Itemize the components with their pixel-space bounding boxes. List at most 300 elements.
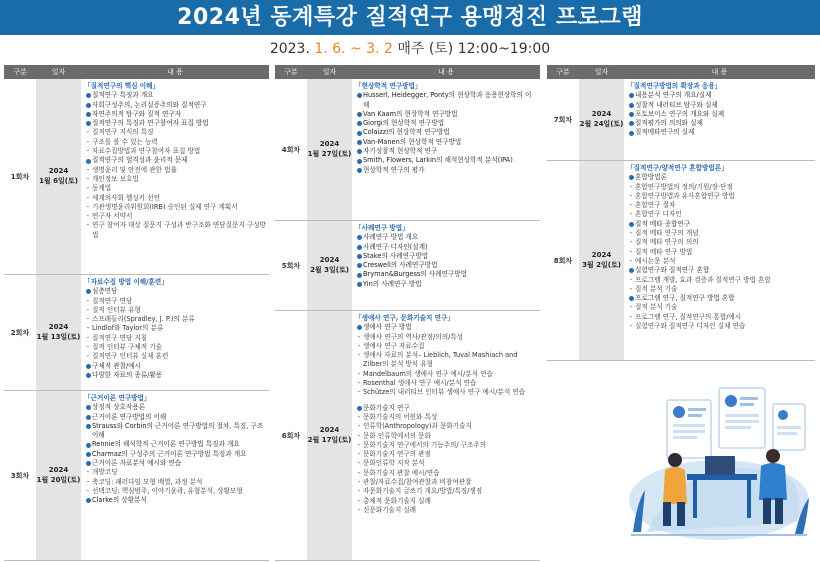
bullet-dot-icon [84, 450, 92, 457]
header-date: 일자 [594, 68, 609, 76]
item-text: 프로그램 개발, 효과 검증과 질적연구 방법 혼합 [635, 275, 771, 284]
item-text: 스프래들리(Spradley, J. P.)의 분류 [92, 315, 195, 324]
item-text: Rennie의 해석학적 근거이론 연구방법 특징과 개요 [92, 440, 240, 449]
bullet-dot-icon [84, 422, 92, 429]
topic-item [355, 147, 537, 156]
item-text: 질적연구 면담 지침 [92, 333, 148, 342]
subtopic-item [627, 285, 812, 294]
bullet-dot-icon [355, 166, 363, 173]
item-text: 생애사 연구 방법 [363, 323, 412, 332]
topic-item [627, 91, 812, 100]
item-text: 생애사 연구의 역사/관점/의의/특성 [363, 332, 464, 341]
session-day: 1월 27일(토) [307, 149, 352, 158]
session-row [275, 79, 540, 221]
bullet-dot-icon [84, 119, 92, 126]
topic-item [84, 450, 266, 459]
subtopic-item [355, 370, 537, 379]
dash-icon: - [357, 341, 361, 350]
dash-icon: - [86, 212, 90, 221]
bullet-dot [629, 112, 634, 117]
header-content: 내 용 [438, 68, 454, 76]
item-text: Lindlof와 Taylor의 분류 [92, 324, 164, 333]
topic-item [84, 459, 266, 468]
session-round: 4회차 [275, 79, 307, 220]
topic-item [84, 496, 266, 505]
topic-item [84, 287, 266, 296]
topic-item [355, 280, 537, 289]
bullet-dot-icon [84, 156, 92, 163]
schedule-dateline [0, 38, 820, 58]
subtopic-item [355, 413, 537, 422]
subtopic-item [355, 432, 537, 441]
bullet-dot-icon [355, 119, 363, 126]
subtopic-item [627, 248, 812, 257]
session-round: 3회차 [4, 391, 36, 560]
bullet-dot-icon [627, 173, 635, 180]
bullet-dot [357, 168, 362, 173]
dash-icon: - [86, 315, 90, 324]
item-text: 질적 분석 기술 [635, 303, 678, 312]
bullet-dot [86, 289, 91, 294]
dash-icon: - [357, 369, 361, 378]
header-content: 내 용 [711, 68, 728, 76]
dash-icon: - [357, 487, 361, 496]
bullet-dot-icon [84, 459, 92, 466]
item-text: 인류학(Anthropology)과 문화기술지 [363, 422, 472, 431]
item-text: 실험연구와 질적연구 디자인 실제 연습 [635, 322, 746, 331]
bullet-dot [86, 121, 91, 126]
dash-icon: - [86, 184, 90, 193]
dash-icon: - [357, 351, 361, 360]
dash-icon: - [629, 229, 633, 238]
item-text: 사회구성주의, 논리실증주의와 질적연구 [92, 100, 207, 109]
session-title: 「생애사 연구, 문화기술지 연구」 [355, 314, 455, 322]
item-text: 문화기술지의 어원와 특성 [363, 412, 438, 421]
subtopic-item [84, 166, 266, 175]
dash-icon: - [629, 201, 633, 210]
bullet-dot [357, 245, 362, 250]
column-header [4, 65, 269, 79]
bullet-dot [357, 406, 362, 411]
bullet-dot [629, 103, 634, 108]
session-day: 2월 24일(토) [579, 119, 624, 128]
bullet-dot [86, 415, 91, 420]
bullet-dot-icon [84, 496, 92, 503]
bullet-dot-icon [355, 91, 363, 98]
topic-item [355, 243, 537, 252]
subtopic-item [627, 313, 812, 322]
session-day: 1월 13일(토) [36, 332, 81, 341]
date-range: 1. 6. ~ 3. 2 [314, 41, 393, 57]
schedule-column-3 [547, 65, 815, 331]
bullet-dot-icon [627, 266, 635, 273]
item-text: 문화인류학 저작 분석 [363, 459, 425, 468]
bullet-dot [86, 498, 91, 503]
dash-icon: - [629, 238, 633, 247]
session-round: 7회차 [547, 79, 579, 160]
dash-icon: - [86, 165, 90, 174]
session-year: 2024 [319, 140, 340, 149]
subtopic-item [84, 478, 266, 487]
topic-item [355, 166, 537, 175]
dash-icon: - [86, 333, 90, 342]
item-text: 개인정보 보호법 [92, 174, 139, 183]
subtopic-item [355, 388, 537, 397]
bullet-dot [357, 112, 362, 117]
bullet-dot [629, 268, 634, 273]
topic-item [355, 323, 537, 332]
bullet-dot [86, 461, 91, 466]
session-row [4, 391, 269, 561]
bullet-dot-icon [355, 323, 363, 330]
item-text: 근거이론 연구방법의 이해 [92, 412, 167, 421]
dash-icon: - [86, 468, 90, 477]
subtopic-item [84, 203, 266, 212]
session-title: 「현상학적 연구방법」 [355, 82, 422, 90]
session-day: 2월 3일(토) [310, 265, 349, 274]
dash-icon: - [86, 352, 90, 361]
dash-icon: - [357, 505, 361, 514]
item-text: Stake의 사례연구방법 [363, 251, 429, 260]
dash-icon: - [86, 147, 90, 156]
subtopic-item [355, 478, 537, 487]
item-text: 질적연구의 엄격성과 윤리적 문제 [92, 156, 188, 165]
topic-item [627, 266, 812, 275]
item-text: 질적 분석 기술 [635, 284, 678, 293]
bullet-dot [86, 443, 91, 448]
topic-item [627, 128, 812, 137]
item-text: 내용분석 연구의 개요/실제 [635, 91, 712, 100]
session-round: 8회차 [547, 161, 579, 360]
item-text: Rosenthal 생애사 연구 예시/분석 연습 [363, 379, 477, 388]
subtopic-item [84, 138, 266, 147]
bullet-dot [86, 424, 91, 429]
dash-icon: - [357, 379, 361, 388]
subtopic-item [355, 497, 537, 506]
item-text: 질적평가의 의의와 실제 [635, 119, 703, 128]
bullet-dot [357, 263, 362, 268]
dash-icon: - [357, 496, 361, 505]
bullet-dot-icon [355, 280, 363, 287]
subtopic-item [627, 210, 812, 219]
bullet-dot-icon [84, 403, 92, 410]
item-text: 근거이론 자료분석 예시와 연습 [92, 459, 182, 468]
topic-item [627, 110, 812, 119]
subtopic-item [84, 194, 266, 203]
bullet-dot-icon [355, 233, 363, 240]
session-year: 2024 [591, 251, 612, 260]
dash-icon: - [86, 486, 90, 495]
topic-item [355, 156, 537, 165]
session-title: 「질적연구방법의 확장과 응용」 [627, 82, 722, 90]
bullet-dot [86, 159, 91, 164]
subtopic-item [355, 506, 537, 515]
item-text: 질적 메타 연구의 개념 [635, 229, 699, 238]
item-text: 질적연구의 특징과 연구참여자 표집 방법 [92, 119, 209, 128]
session-year: 2024 [48, 323, 69, 332]
item-text: 문화기술지 연구 [363, 403, 410, 412]
item-text: 질적 메타 연구 방법 [635, 247, 693, 256]
session-content [624, 79, 815, 160]
dash-icon: - [86, 193, 90, 202]
topic-item [84, 422, 266, 441]
subtopic-item [84, 184, 266, 193]
dash-icon: - [86, 137, 90, 146]
session-date [36, 391, 81, 560]
bullet-dot-icon [355, 110, 363, 117]
item-text: 구체적 관찰/예시 [92, 361, 141, 370]
session-row [275, 221, 540, 311]
subtopic-item [84, 175, 266, 184]
topic-item [84, 110, 266, 119]
subtopic-item [84, 221, 266, 240]
bullet-dot [357, 140, 362, 145]
subtopic-item [627, 192, 812, 201]
subtopic-item [627, 229, 812, 238]
bullet-dot [629, 93, 634, 98]
session-title: 「질적연구/양적연구 혼합방법론」 [627, 164, 728, 172]
item-text: 선택코딩: 핵심범주, 이야기윤곽, 유형분석, 상황모형 [92, 486, 243, 495]
dash-icon: - [86, 221, 90, 230]
dash-icon: - [629, 247, 633, 256]
session-date [36, 275, 81, 390]
session-row [4, 79, 269, 275]
item-text: 개방코딩 [92, 468, 118, 477]
item-text: 세계의사회 헬싱키 선언 [92, 193, 160, 202]
bullet-dot [629, 131, 634, 136]
bullet-dot [629, 175, 634, 180]
bullet-dot [86, 103, 91, 108]
bullet-dot-icon [627, 101, 635, 108]
item-text: 총체적 문화기술지 실례 [363, 496, 431, 505]
item-text: 구조를 볼 수 있는 능력 [92, 137, 158, 146]
item-text: 문화기술지 연구의 관점 [363, 450, 431, 459]
subtopic-item [355, 351, 537, 370]
dash-icon: - [629, 284, 633, 293]
dash-icon: - [357, 332, 361, 341]
bullet-dot-icon [627, 91, 635, 98]
dash-icon: - [629, 322, 633, 331]
bullet-dot [86, 93, 91, 98]
bullet-dot-icon [84, 371, 92, 378]
item-text: Giorgi의 현상학적 연구방법 [363, 119, 445, 128]
item-text: Van Kaam의 현상학적 연구방법 [363, 109, 458, 118]
dash-icon: - [629, 275, 633, 284]
subtopic-item [84, 147, 266, 156]
item-text: 축코딩: 패러다임 모형 배열, 과정 분석 [92, 477, 203, 486]
dash-icon: - [86, 324, 90, 333]
session-day: 1월 20일(토) [36, 475, 81, 484]
header-round: 구분 [556, 68, 570, 76]
dash-icon: - [357, 412, 361, 421]
dash-icon: - [86, 174, 90, 183]
item-text: 자연주의적 탐구와 질적 연구자 [92, 109, 182, 118]
bullet-dot [357, 282, 362, 287]
item-text: 동계법 [92, 184, 112, 193]
session-content [81, 275, 269, 390]
item-text: Husserl, Heidegger, Ponty의 현상학과 응용현상학의 이해 [363, 91, 532, 109]
topic-item [627, 173, 812, 182]
subtopic-item [627, 303, 812, 312]
item-text: 질적메타연구의 실제 [635, 128, 695, 137]
bullet-dot-icon [627, 128, 635, 135]
bullet-dot-icon [84, 287, 92, 294]
session-year: 2024 [591, 110, 612, 119]
subtopic-item [627, 276, 812, 285]
subtopic-item [84, 297, 266, 306]
session-row [547, 79, 815, 161]
item-text: 기관생명윤리위원회(IRB) 승인된 실제 연구 계획서 [92, 202, 238, 211]
bullet-dot-icon [355, 138, 363, 145]
item-text: 문화 인류학에서의 문화 [363, 431, 431, 440]
topic-item [355, 404, 537, 413]
subtopic-item [355, 487, 537, 496]
topic-item [627, 220, 812, 229]
dash-icon: - [357, 478, 361, 487]
bullet-dot [357, 121, 362, 126]
session-year: 2024 [48, 466, 69, 475]
item-text: Schütze의 내러티브 인터뷰 생애사 연구 예시/분석 연습 [363, 388, 526, 397]
schedule-column-2 [275, 65, 540, 514]
item-text: 질적연구 인터뷰 실제 훈련 [92, 352, 169, 361]
subtopic-item [84, 128, 266, 137]
item-text: 프로그램 연구, 질적연구의 통합/예시 [635, 312, 742, 321]
dash-icon: - [629, 256, 633, 265]
bullet-dot-icon [627, 119, 635, 126]
bullet-dot-icon [355, 261, 363, 268]
item-text: 자료수집방법과 연구참여자 표집 방법 [92, 147, 201, 156]
bullet-dot-icon [355, 270, 363, 277]
item-text: 성찰적 내러티브 탐구와 실제 [635, 100, 718, 109]
session-content [624, 161, 815, 360]
topic-item [355, 270, 537, 279]
header-round: 구분 [284, 68, 298, 76]
bullet-dot [86, 405, 91, 410]
bullet-dot-icon [84, 101, 92, 108]
dash-icon: - [357, 459, 361, 468]
subtopic-item [84, 468, 266, 477]
session-date [307, 79, 352, 220]
item-text: 프로그램 연구, 질적연구 방법 혼합 [635, 294, 735, 303]
subtopic-item [355, 379, 537, 388]
session-content [352, 221, 540, 310]
bullet-dot-icon [627, 110, 635, 117]
bullet-dot [357, 254, 362, 259]
session-row [4, 275, 269, 391]
subtopic-item [355, 342, 537, 351]
dash-icon: - [629, 312, 633, 321]
dash-icon: - [86, 477, 90, 486]
item-text: 생명윤리 및 안전에 관한 법률 [92, 165, 177, 174]
session-title: 「질적연구의 핵심 이해」 [84, 82, 160, 90]
bullet-dot [86, 112, 91, 117]
item-text: 혼합연구방법과 유사혼합연구 방법 [635, 191, 735, 200]
session-row [547, 161, 815, 361]
topic-item [84, 101, 266, 110]
item-text: 상징적 상호작용론 [92, 403, 146, 412]
item-text: 질적연구 면담 [92, 296, 133, 305]
session-day: 1월 6일(토) [39, 176, 78, 185]
session-round: 2회차 [4, 275, 36, 390]
item-text: Bryman&Burgess의 사례연구방법 [363, 270, 468, 279]
item-text: Mandelbaum의 생애사 연구 예시/분석 연습 [363, 369, 493, 378]
dash-icon: - [357, 388, 361, 397]
session-title: 「사례연구 방법」 [355, 224, 409, 232]
session-year: 2024 [319, 256, 340, 265]
session-date [579, 161, 624, 360]
subtopic-item [627, 183, 812, 192]
topic-item [84, 371, 266, 380]
bullet-dot-icon [355, 147, 363, 154]
item-text: Charmaz의 구성주의 근거이론 연구방법 특징과 개요 [92, 449, 247, 458]
bullet-dot-icon [627, 294, 635, 301]
item-text: 질적 인터뷰 구체적 기술 [92, 343, 162, 352]
dash-icon: - [629, 210, 633, 219]
date-suffix: 매주 (토) 12:00~19:00 [392, 41, 551, 57]
topic-item [627, 101, 812, 110]
item-text: 심층면담 [92, 287, 118, 296]
bullet-dot [86, 364, 91, 369]
column-header [275, 65, 540, 79]
topic-item [355, 252, 537, 261]
item-text: 문화기술지 관찰 예시/연습 [363, 468, 440, 477]
subtopic-item [84, 487, 266, 496]
dash-icon: - [86, 343, 90, 352]
bullet-dot [629, 296, 634, 301]
bullet-dot [357, 93, 362, 98]
topic-item [84, 403, 266, 412]
bullet-dot-icon [355, 128, 363, 135]
session-year: 2024 [319, 426, 340, 435]
item-text: 질적 메타 종합연구 [635, 219, 691, 228]
item-text: Colaizzi의 현상학적 연구방법 [363, 128, 450, 137]
session-date [579, 79, 624, 160]
item-text: Smith, Flowers, Larkin의 해석현상학적 분석(IPA) [363, 156, 513, 165]
subtopic-item [84, 334, 266, 343]
item-text: 혼합연구방법의 정의/기원/장·단점 [635, 182, 733, 191]
bullet-dot-icon [84, 91, 92, 98]
item-text: Creswell의 사례연구방법 [363, 261, 438, 270]
item-text: Clarke의 상황분석 [92, 496, 147, 505]
topic-item [355, 233, 537, 242]
dash-icon: - [86, 128, 90, 137]
bullet-dot [629, 222, 634, 227]
topic-item [84, 91, 266, 100]
subtopic-item [355, 333, 537, 342]
item-text: 질적연구 특징과 개요 [92, 91, 154, 100]
session-content [352, 311, 540, 560]
item-text: 생애사 자료의 분석– Lieblich, Tuval Mashiach and Zilber의 분석 방식 유형 [363, 351, 518, 369]
header-round: 구분 [13, 68, 27, 76]
column-header [547, 65, 815, 79]
dash-icon: - [357, 450, 361, 459]
item-text: 연구자 서약서 [92, 212, 133, 221]
item-text: 사례연구 디자인(설계) [363, 242, 428, 251]
item-text: 혼합연구 디자인 [635, 210, 682, 219]
item-text: 관찰/자료수집/참여관찰과 비참여관찰 [363, 478, 472, 487]
topic-item [355, 138, 537, 147]
session-year: 2024 [48, 167, 69, 176]
topic-item [84, 440, 266, 449]
topic-item [84, 362, 266, 371]
subtopic-item [84, 352, 266, 361]
bullet-dot [357, 159, 362, 164]
item-text: 연구 참여자 대상 질문지 구성과 반구조화 면담질문지 구성방법 [92, 221, 266, 239]
bullet-dot [357, 273, 362, 278]
dash-icon: - [357, 440, 361, 449]
session-round: 1회차 [4, 79, 36, 274]
item-text: 문화기술지 연구에서의 기능주의/ 구조주의 [363, 440, 487, 449]
